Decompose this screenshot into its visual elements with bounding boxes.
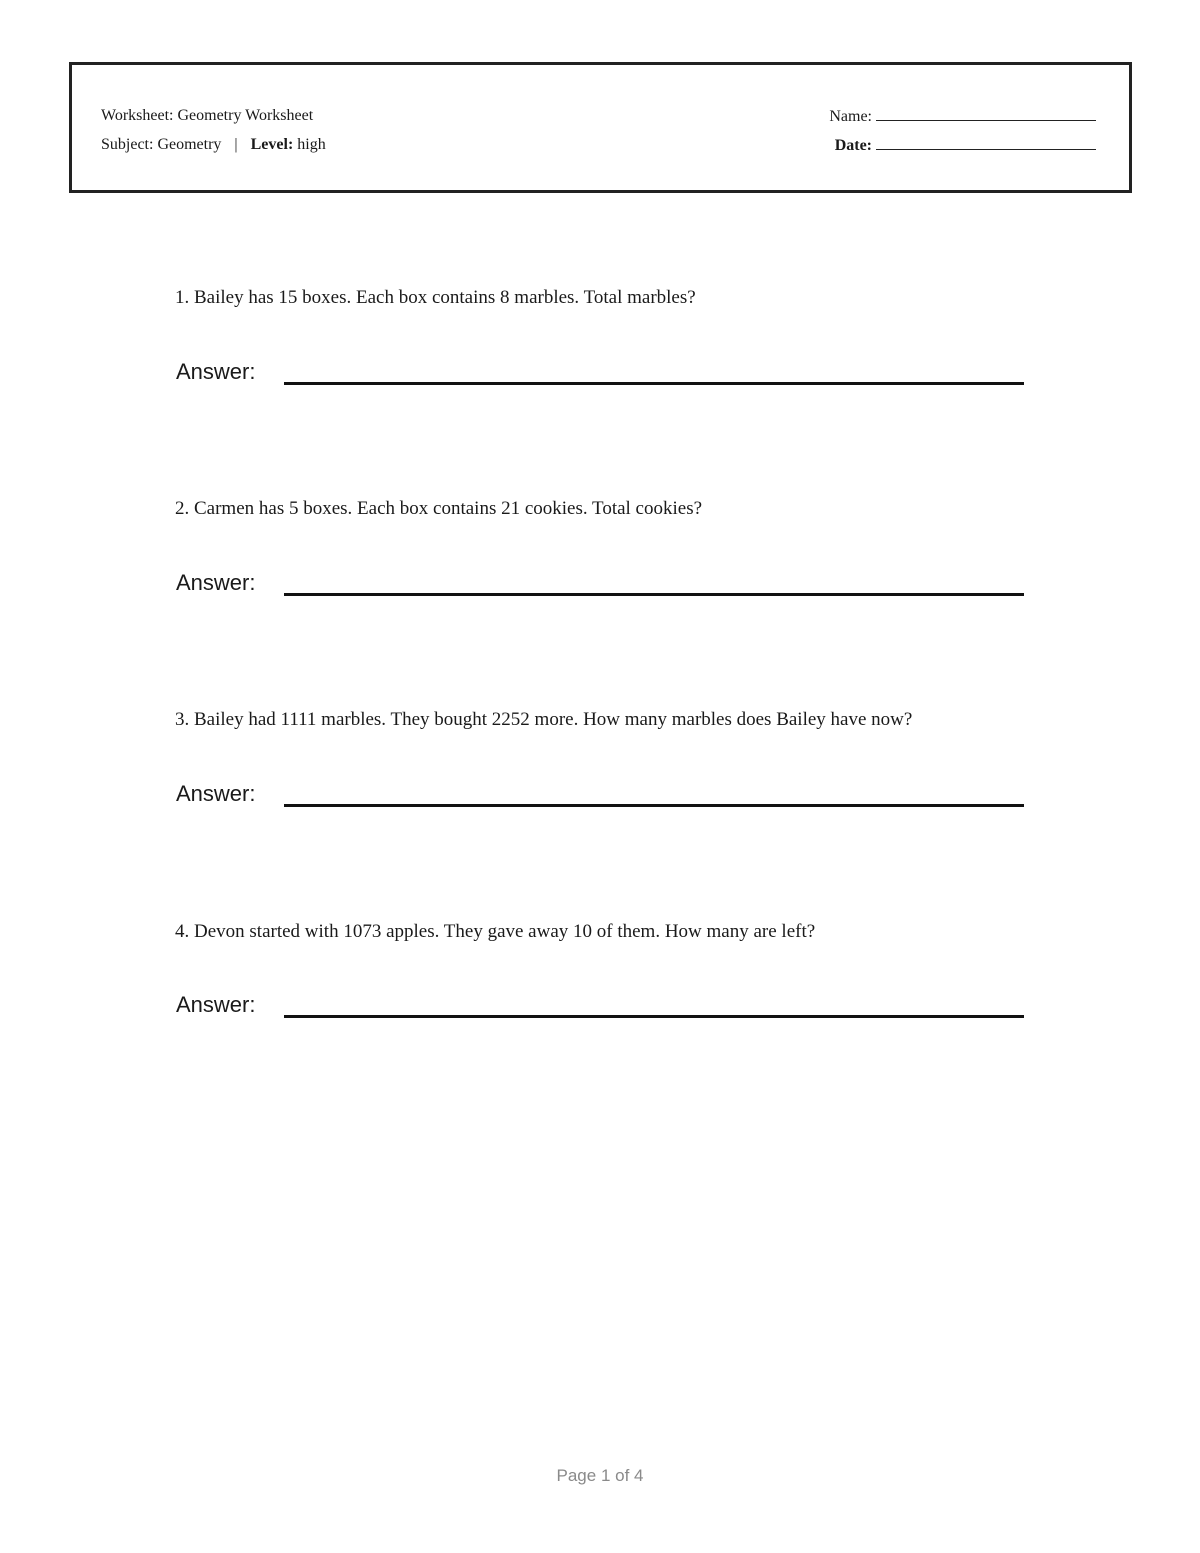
subject-level-line: [101, 135, 326, 155]
date-field[interactable]: [835, 135, 1096, 156]
answer-label: Answer:: [176, 781, 256, 806]
page-number: Page 1 of 4: [556, 1466, 644, 1485]
answer-row-3[interactable]: [176, 780, 1026, 810]
answer-row-4[interactable]: [176, 991, 1026, 1021]
level-label: Level:: [250, 136, 294, 153]
answer-line[interactable]: [284, 382, 1024, 385]
question-1: 1. Bailey has 15 boxes. Each box contains 8 marbles. Total marbles?: [175, 287, 696, 308]
date-label: Date:: [834, 137, 872, 154]
worksheet-title-line: [101, 106, 313, 126]
question-3: 3. Bailey had 1111 marbles. They bought 2252 more. How many marbles does Bailey have now?: [175, 709, 913, 730]
subject-value: Geometry: [157, 136, 222, 153]
answer-label: Answer:: [176, 570, 256, 595]
name-field[interactable]: [829, 106, 1096, 127]
level-value: high: [297, 136, 326, 153]
answer-line[interactable]: [284, 1015, 1024, 1018]
answer-row-2[interactable]: [176, 569, 1026, 599]
answer-line[interactable]: [284, 593, 1024, 596]
question-4: 4. Devon started with 1073 apples. They gave away 10 of them. How many are left?: [175, 921, 816, 942]
worksheet-header: [69, 62, 1132, 193]
answer-label: Answer:: [176, 359, 256, 384]
name-label: Name:: [829, 108, 872, 125]
answer-label: Answer:: [176, 992, 256, 1017]
name-blank-line[interactable]: [876, 106, 1096, 121]
date-blank-line[interactable]: [876, 135, 1096, 150]
answer-line[interactable]: [284, 804, 1024, 807]
question-2: 2. Carmen has 5 boxes. Each box contains 21 cookies. Total cookies?: [175, 498, 703, 519]
subject-label: Subject:: [101, 136, 154, 153]
answer-row-1[interactable]: [176, 358, 1026, 388]
worksheet-label: Worksheet:: [101, 107, 174, 124]
separator: |: [234, 136, 238, 153]
worksheet-title: Geometry Worksheet: [177, 107, 314, 124]
